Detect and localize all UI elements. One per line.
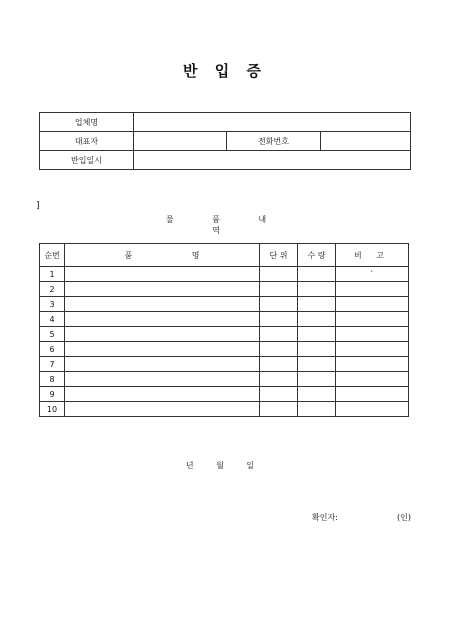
header-unit: 단 위 [260,244,298,267]
row-number: 6 [40,342,65,357]
company-row [40,113,411,132]
unit-cell[interactable] [260,267,298,282]
quantity-cell[interactable] [298,297,336,312]
item-name-cell[interactable] [65,357,260,372]
note-cell[interactable] [336,357,409,372]
note-cell[interactable] [336,402,409,417]
row-number: 1 [40,267,65,282]
unit-cell[interactable] [260,387,298,402]
table-row [40,387,409,402]
row-number: 8 [40,372,65,387]
quantity-cell[interactable] [298,342,336,357]
quantity-cell[interactable] [298,327,336,342]
item-name-cell[interactable] [65,327,260,342]
datetime-label: 반입일시 [40,151,134,170]
seal-label: (인) [397,513,411,522]
unit-cell[interactable] [260,357,298,372]
note-cell[interactable] [336,387,409,402]
item-name-cell[interactable] [65,267,260,282]
company-label: 업체명 [40,113,134,132]
table-row [40,402,409,417]
item-name-cell[interactable] [65,387,260,402]
items-table [39,243,409,417]
table-row [40,357,409,372]
row-number: 4 [40,312,65,327]
item-name-cell[interactable] [65,402,260,417]
unit-cell[interactable] [260,342,298,357]
unit-cell[interactable] [260,297,298,312]
row-number: 7 [40,357,65,372]
row-number: 10 [40,402,65,417]
items-subtitle: 물 품 내 역 [165,215,285,235]
bracket-marker: ] [36,201,40,211]
note-cell[interactable] [336,372,409,387]
header-note: 비 고 [336,244,409,267]
unit-cell[interactable] [260,312,298,327]
datetime-row [40,151,411,170]
quantity-cell[interactable] [298,372,336,387]
item-name-cell[interactable] [65,282,260,297]
company-info-table [39,112,411,170]
table-row [40,297,409,312]
table-row [40,312,409,327]
confirmer-label: 확인자: [312,513,338,522]
note-cell[interactable] [336,282,409,297]
items-body [40,267,409,417]
quantity-cell[interactable] [298,282,336,297]
table-row [40,267,409,282]
row-number: 2 [40,282,65,297]
row-number: 5 [40,327,65,342]
note-cell[interactable]: ` [336,267,409,282]
unit-cell[interactable] [260,327,298,342]
representative-label: 대표자 [40,132,134,151]
table-row [40,327,409,342]
item-name-cell[interactable] [65,342,260,357]
quantity-cell[interactable] [298,357,336,372]
date-line: 년 월 일 [185,461,265,470]
note-cell[interactable] [336,297,409,312]
header-no: 순번 [40,244,65,267]
row-number: 9 [40,387,65,402]
quantity-cell[interactable] [298,402,336,417]
company-field[interactable] [134,113,411,132]
representative-field[interactable] [134,132,227,151]
header-name-left: 품 [124,250,133,260]
note-cell[interactable] [336,342,409,357]
note-cell[interactable] [336,327,409,342]
datetime-field[interactable] [134,151,411,170]
unit-cell[interactable] [260,372,298,387]
items-header-row [40,244,409,267]
item-name-cell[interactable] [65,372,260,387]
document-title: 반 입 증 [183,62,267,80]
quantity-cell[interactable] [298,267,336,282]
quantity-cell[interactable] [298,312,336,327]
header-qty: 수 량 [298,244,336,267]
phone-label: 전화번호 [227,132,321,151]
phone-field[interactable] [321,132,411,151]
header-name-right: 명 [191,250,200,260]
row-number: 3 [40,297,65,312]
item-name-cell[interactable] [65,312,260,327]
table-row [40,372,409,387]
table-row [40,342,409,357]
table-row [40,282,409,297]
unit-cell[interactable] [260,282,298,297]
representative-row [40,132,411,151]
header-name [65,244,260,267]
unit-cell[interactable] [260,402,298,417]
quantity-cell[interactable] [298,387,336,402]
item-name-cell[interactable] [65,297,260,312]
note-cell[interactable] [336,312,409,327]
